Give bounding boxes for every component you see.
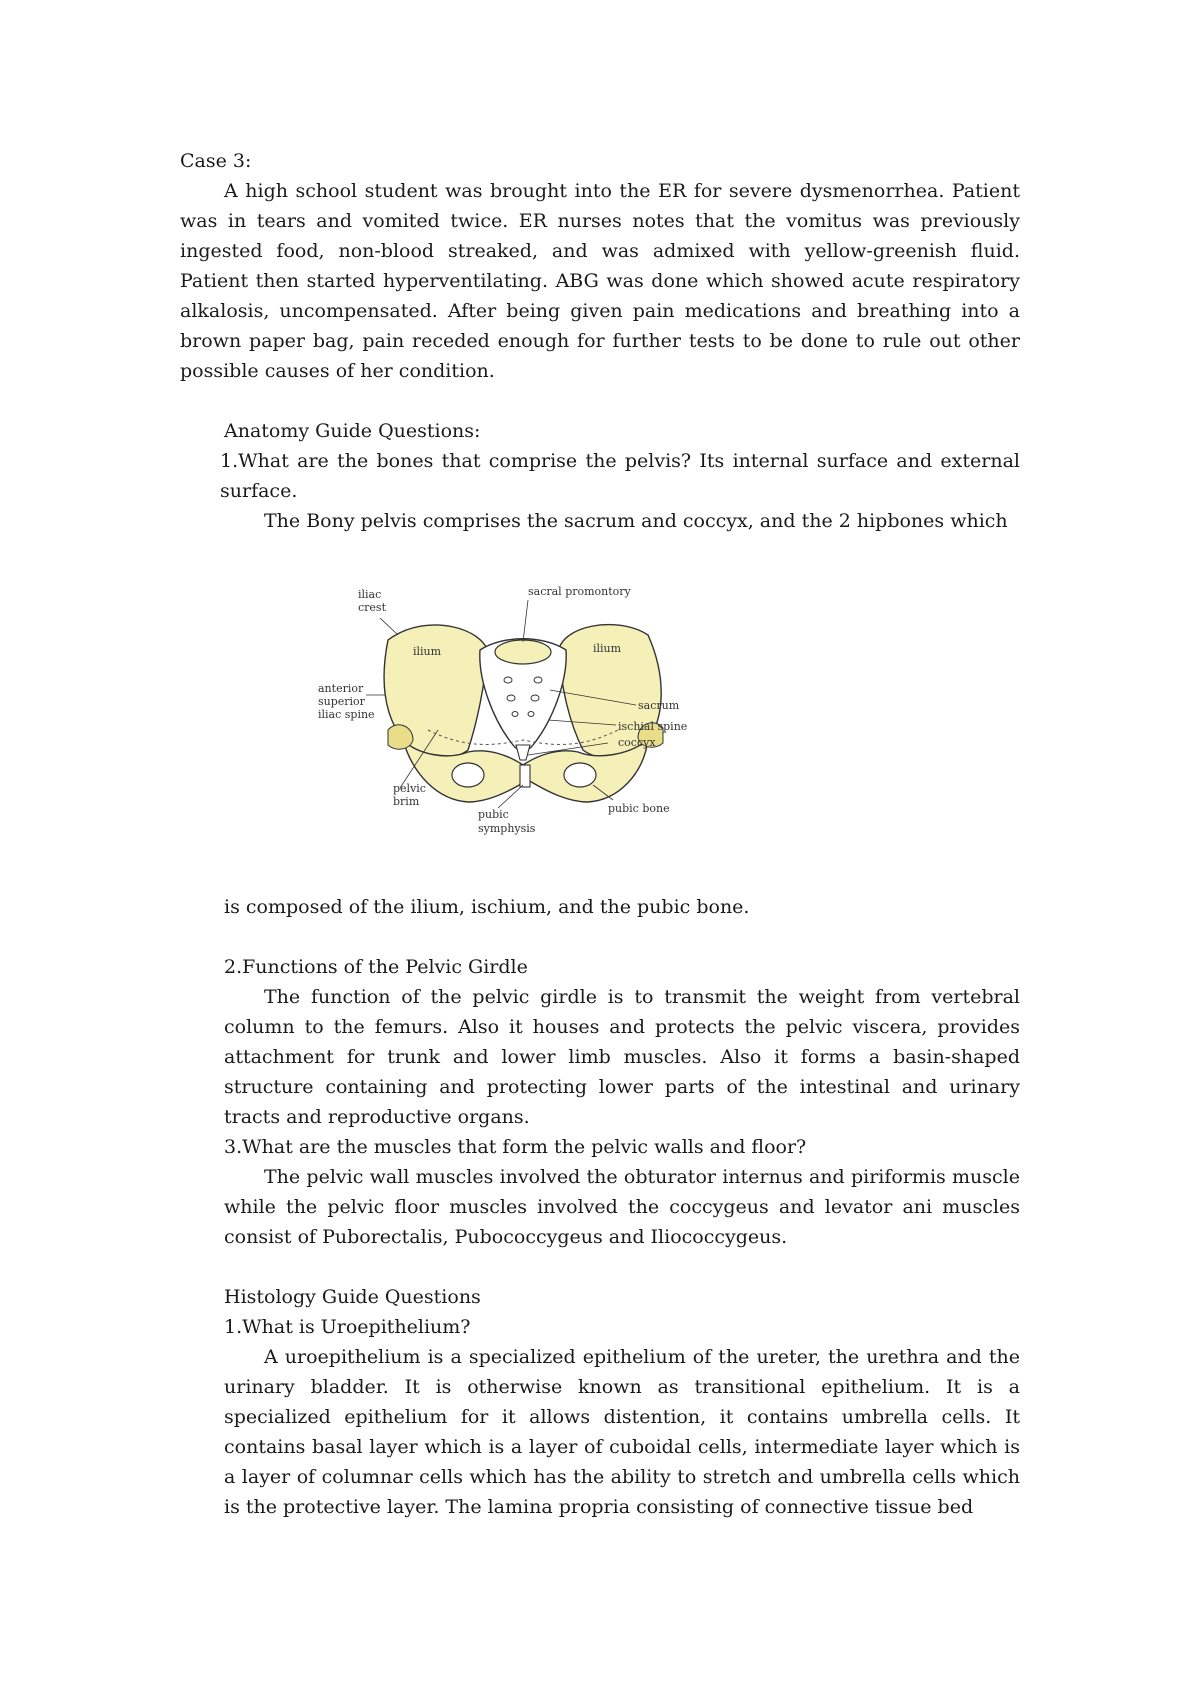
pubic-symphysis-shape: [520, 765, 530, 787]
right-obturator-foramen: [564, 763, 596, 787]
label-pubic-bone: pubic bone: [608, 802, 670, 815]
anatomy-question-3: 3.What are the muscles that form the pelvic walls and floor?: [224, 1136, 807, 1158]
spacer: [224, 922, 1020, 952]
label-asis-1: anterior: [318, 682, 364, 695]
pelvis-diagram: [318, 580, 738, 870]
leader-iliac-crest: [380, 618, 398, 635]
label-iliac-crest-1: iliac: [358, 588, 382, 601]
label-iliac-crest-2: crest: [358, 601, 386, 614]
anatomy-answer-1-end: is composed of the ilium, ischium, and the pubic bone.: [224, 896, 750, 918]
case-section: [180, 146, 1020, 536]
label-coccyx: coccyx: [618, 736, 656, 749]
leader-sacral-promontory: [523, 600, 528, 642]
anatomy-answer-3: The pelvic wall muscles involved the obturator internus and piriformis muscle while the pelvic floor muscles involved the coccygeus and levator ani muscles consist of Puborectalis, Pubococcygeus and Iliococcygeus.: [224, 1166, 1020, 1248]
histology-question-1: 1.What is Uroepithelium?: [224, 1316, 471, 1338]
label-pubic-symphysis-1: pubic: [478, 808, 509, 821]
spacer: [224, 1252, 1020, 1282]
anatomy-answer-1-start: The Bony pelvis comprises the sacrum and coccyx, and the 2 hipbones which: [264, 510, 1008, 532]
label-sacral-promontory: sacral promontory: [528, 585, 631, 598]
label-ischial-spine: ischial spine: [618, 720, 688, 733]
left-obturator-foramen: [452, 763, 484, 787]
anatomy-question-2: 2.Functions of the Pelvic Girdle: [224, 956, 528, 978]
histology-heading: Histology Guide Questions: [224, 1286, 481, 1308]
pelvis-illustration: [318, 580, 738, 870]
label-asis-2: superior: [318, 695, 365, 708]
label-pelvic-brim-2: brim: [393, 795, 420, 808]
anatomy-question-1: 1.What are the bones that comprise the pelvis? Its internal surface and external surface.: [220, 450, 1020, 502]
label-sacrum: sacrum: [638, 699, 680, 712]
label-pelvic-brim-1: pelvic: [393, 782, 426, 795]
spacer: [180, 386, 1020, 416]
anatomy-continued: [224, 892, 1020, 1522]
anatomy-answer-2: The function of the pelvic girdle is to transmit the weight from vertebral column to the femurs. Also it houses and protects the pelvic viscera, provides attachment for trunk and lower limb muscles. Also it forms a basin-shaped structure containing and protecting lower parts of the intestinal and urinary tracts and reproductive organs.: [224, 986, 1020, 1128]
anatomy-heading: Anatomy Guide Questions:: [224, 420, 481, 442]
label-pubic-symphysis-2: symphysis: [478, 822, 536, 835]
sacral-promontory-shape: [495, 640, 551, 664]
case-paragraph: A high school student was brought into the ER for severe dysmenorrhea. Patient was in tears and vomited twice. ER nurses notes that the vomitus was previously ingested food, non-blood streaked, and was admixed with yellow-greenish fluid. Patient then started hyperventilating. ABG was done which showed acute respiratory alkalosis, uncompensated. After being given pain medications and breathing into a brown paper bag, pain receded enough for further tests to be done to rule out other possible causes of her condition.: [180, 180, 1020, 382]
label-ilium-right: ilium: [593, 642, 622, 655]
histology-answer-1: A uroepithelium is a specialized epithelium of the ureter, the urethra and the urinary bladder. It is otherwise known as transitional epithelium. It is a specialized epithelium for it allows distention, it contains umbrella cells. It contains basal layer which is a layer of cuboidal cells, intermediate layer which is a layer of columnar cells which has the ability to stretch and umbrella cells which is the protective layer. The lamina propria consisting of connective tissue bed: [224, 1346, 1020, 1518]
label-asis-3: iliac spine: [318, 708, 375, 721]
label-ilium-left: ilium: [413, 645, 442, 658]
case-title: Case 3:: [180, 150, 252, 172]
coccyx-shape: [516, 745, 530, 760]
